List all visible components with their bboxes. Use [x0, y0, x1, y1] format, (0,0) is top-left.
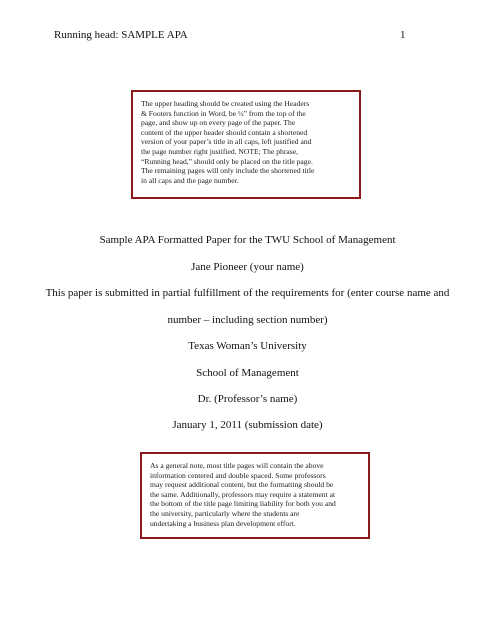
note-line: version of your paper’s title in all caps, left justified and [141, 137, 312, 147]
note-line: in all caps and the page number. [141, 175, 239, 185]
note-line: the page number right justified. NOTE; The phrase, [141, 146, 298, 156]
note-line: undertaking a business plan development effort. [150, 518, 296, 528]
note-line: information centered and double spaced. Some professors [150, 470, 326, 480]
submission-statement-line-1: This paper is submitted in partial fulfillment of the requirements for (enter course name and [45, 287, 450, 299]
header-instructions-note [131, 90, 361, 199]
paper-title: Sample APA Formatted Paper for the TWU School of Management [99, 234, 396, 246]
submission-statement-line-2: number – including section number) [167, 314, 328, 326]
professor-name: Dr. (Professor’s name) [197, 393, 298, 405]
note-line: As a general note, most title pages will contain the above [150, 461, 324, 470]
note-line: may request additional content, but the formatting should be [150, 480, 334, 490]
note-line: “Running head,” should only be placed on the title page. [141, 156, 313, 166]
school-name: School of Management [196, 367, 299, 379]
note-line: the university, particularly where the students are [150, 508, 300, 518]
note-line: the same. Additionally, professors may require a statement at [150, 489, 336, 499]
note-line: The upper heading should be created using the Headers [141, 99, 310, 108]
running-head: Running head: SAMPLE APA [54, 29, 188, 41]
note-line: the bottom of the title page limiting liability for both you and [150, 499, 336, 509]
note-line: The remaining pages will only include the shortened title [141, 166, 315, 176]
note-line: & Footers function in Word, be ½” from the top of the [141, 108, 306, 118]
author-name: Jane Pioneer (your name) [191, 261, 304, 273]
page-number: 1 [400, 29, 406, 41]
general-note [140, 452, 370, 539]
note-line: page, and show up on every page of the paper. The [141, 118, 296, 128]
university-name: Texas Woman’s University [188, 340, 307, 352]
note-line: content of the upper header should contain a shortened [141, 127, 308, 137]
submission-date: January 1, 2011 (submission date) [172, 419, 323, 431]
